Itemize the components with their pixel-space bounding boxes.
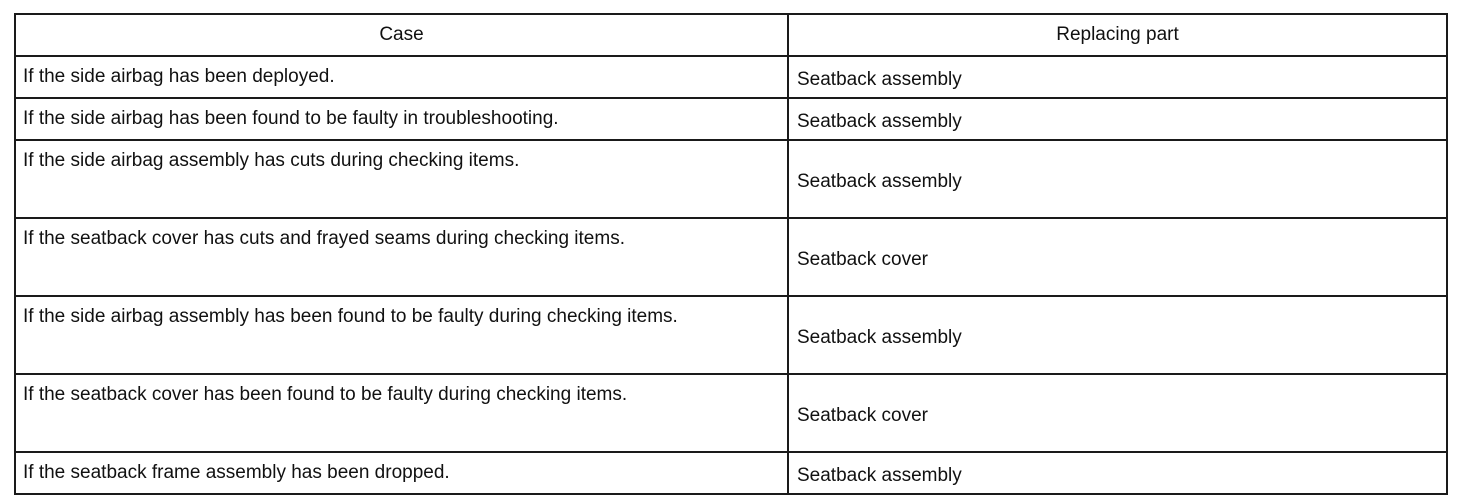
table-header-row xyxy=(15,14,1447,56)
replacing-part-cell: Seatback assembly xyxy=(788,98,1447,140)
replacing-part-cell: Seatback assembly xyxy=(788,140,1447,218)
table-row xyxy=(15,218,1447,296)
case-cell: If the side airbag assembly has cuts during checking items. xyxy=(15,140,788,218)
replacing-part-cell: Seatback cover xyxy=(788,218,1447,296)
replacing-part-cell: Seatback assembly xyxy=(788,296,1447,374)
case-cell: If the side airbag assembly has been found to be faulty during checking items. xyxy=(15,296,788,374)
table-row xyxy=(15,98,1447,140)
case-cell: If the seatback cover has cuts and frayed seams during checking items. xyxy=(15,218,788,296)
replacing-part-cell: Seatback assembly xyxy=(788,56,1447,98)
table-row xyxy=(15,452,1447,494)
replacing-part-cell: Seatback assembly xyxy=(788,452,1447,494)
case-cell: If the seatback cover has been found to be faulty during checking items. xyxy=(15,374,788,452)
case-cell: If the seatback frame assembly has been dropped. xyxy=(15,452,788,494)
table-row xyxy=(15,140,1447,218)
case-cell: If the side airbag has been found to be faulty in troubleshooting. xyxy=(15,98,788,140)
table-row xyxy=(15,296,1447,374)
replacing-part-cell: Seatback cover xyxy=(788,374,1447,452)
case-cell: If the side airbag has been deployed. xyxy=(15,56,788,98)
header-replacing-part: Replacing part xyxy=(788,14,1447,56)
replacement-table xyxy=(14,13,1448,495)
header-case: Case xyxy=(15,14,788,56)
table-row xyxy=(15,374,1447,452)
table-row xyxy=(15,56,1447,98)
